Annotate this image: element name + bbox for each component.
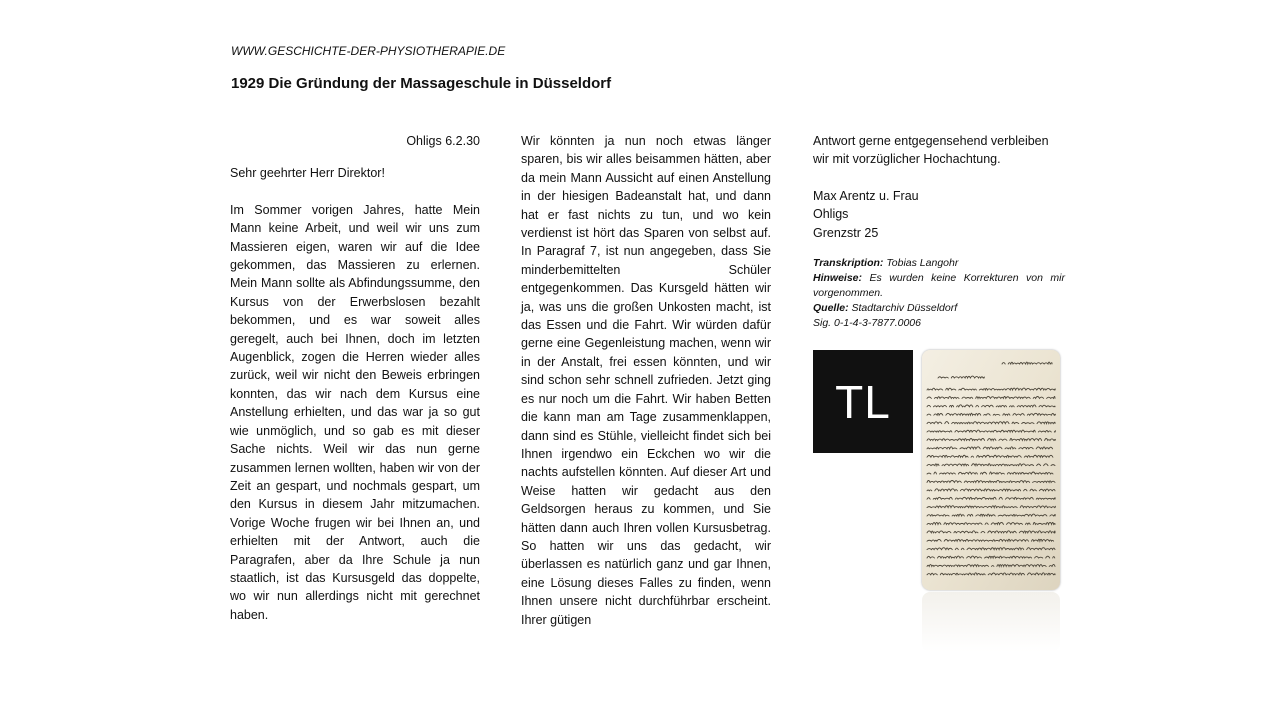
letter-closing: Antwort gerne entgegensehend verbleiben wir mit vorzüglicher Hochachtung. [813, 134, 1049, 167]
signature-street: Grenzstr 25 [813, 225, 879, 240]
letter-date: Ohligs 6.2.30 [406, 134, 480, 148]
transcription-line [813, 256, 1065, 271]
letter-column-2 [521, 132, 771, 629]
handwritten-letter-image [922, 350, 1060, 590]
letter-image-reflection [922, 592, 1060, 652]
signature-city: Ohligs [813, 207, 849, 222]
notes-line [813, 271, 1065, 301]
notes-value: Es wurden keine Korrekturen von mir vorgenommen. [813, 272, 1066, 299]
transcription-label: Transkription: [813, 257, 884, 269]
letter-body-part-1: Im Sommer vorigen Jahres, hatte Mein Mann keine Arbeit, und weil wir uns zum Massieren eigen, waren wir auf die Idee gekommen, das Massieren zu erlernen. Mein Mann sollte als Abfindungssumme, den Kursus von der Erwerbslosen bezahlt bekommen, und es war soweit alles geregelt, auch bei Ihnen, doch im letzten Augenblick, zogen die Herren wieder alles zurück, weil wir nicht den Beweis erbringen konnten, das wir nach dem Kursus eine Anstellung erhielten, und das war ja so gut wie unmöglich, und so gab es mit dieser Sache nichts. Weil wir das nun gerne zusammen lernen wollten, haben wir von der Zeit an gespart, und nochmals gespart, um den Kursus in diesem Jahr mitzumachen. Vorige Woche frugen wir bei Ihnen an, und erhielten mit der Antwort, auch die Paragrafen, aber da Ihre Schule ja nun staatlich, ist das Kursusgeld das doppelte, wo wir nun allerdings nicht mit gerechnet haben. [230, 202, 480, 622]
source-label: Quelle: [813, 302, 849, 314]
page-title: 1929 Die Gründung der Massageschule in Düsseldorf [231, 75, 612, 92]
handwritten-letter-icon [922, 350, 1060, 590]
letter-column-1 [230, 132, 480, 624]
signature-name: Max Arentz u. Frau [813, 188, 919, 203]
tl-logo: TL [813, 350, 913, 453]
letter-column-3 [813, 132, 1065, 242]
letter-signature [813, 187, 1065, 242]
source-value: Stadtarchiv Düsseldorf [851, 302, 958, 314]
transcription-value: Tobias Langohr [886, 257, 959, 269]
letter-salutation: Sehr geehrter Herr Direktor! [230, 166, 385, 181]
source-line [813, 301, 1065, 316]
letter-body-part-2: Wir könnten ja nun noch etwas länger sparen, bis wir alles beisammen hätten, aber da mein Mann Aussicht auf einen Anstellung in der hiesigen Badeanstalt hat, und dann hat er fast nichts zu tun, und wo kein verdienst ist hört das Sparen von selbst auf. In Paragraf 7, ist nun angegeben, dass Sie minderbemittelten Schüler entgegenkommen. Das Kursgeld hätten wir ja, was uns die großen Unkosten macht, ist das Essen und die Fahrt. Wir würden dafür gerne eine Gegenleistung machen, wenn wir in der Anstalt, frei essen könnten, und wir sind schon sehr schnell zufrieden. Jetzt ging es nur noch um die Fahrt. Wir haben Betten die kann man am Tage zusammenklappen, dann sind es Stühle, vielleicht findet sich bei Ihnen irgendwo ein Eckchen wo wir die nachts aufstellen könnten. Auf dieser Art und Weise hatten wir gedacht aus den Geldsorgen heraus zu kommen, und Sie hätten dann auch Ihren vollen Kursusbetrag. So hatten wir uns das gedacht, wir überlassen es natürlich ganz und gar Ihnen, eine Lösung dieses Falles zu finden, wenn Ihnen unsere nicht durchführbar erscheint. Ihrer gütigen [521, 134, 771, 627]
site-url[interactable]: WWW.GESCHICHTE-DER-PHYSIOTHERAPIE.DE [231, 44, 506, 58]
transcription-notes [813, 256, 1065, 331]
archive-signature: Sig. 0-1-4-3-7877.0006 [813, 317, 921, 329]
notes-label: Hinweise: [813, 272, 863, 284]
